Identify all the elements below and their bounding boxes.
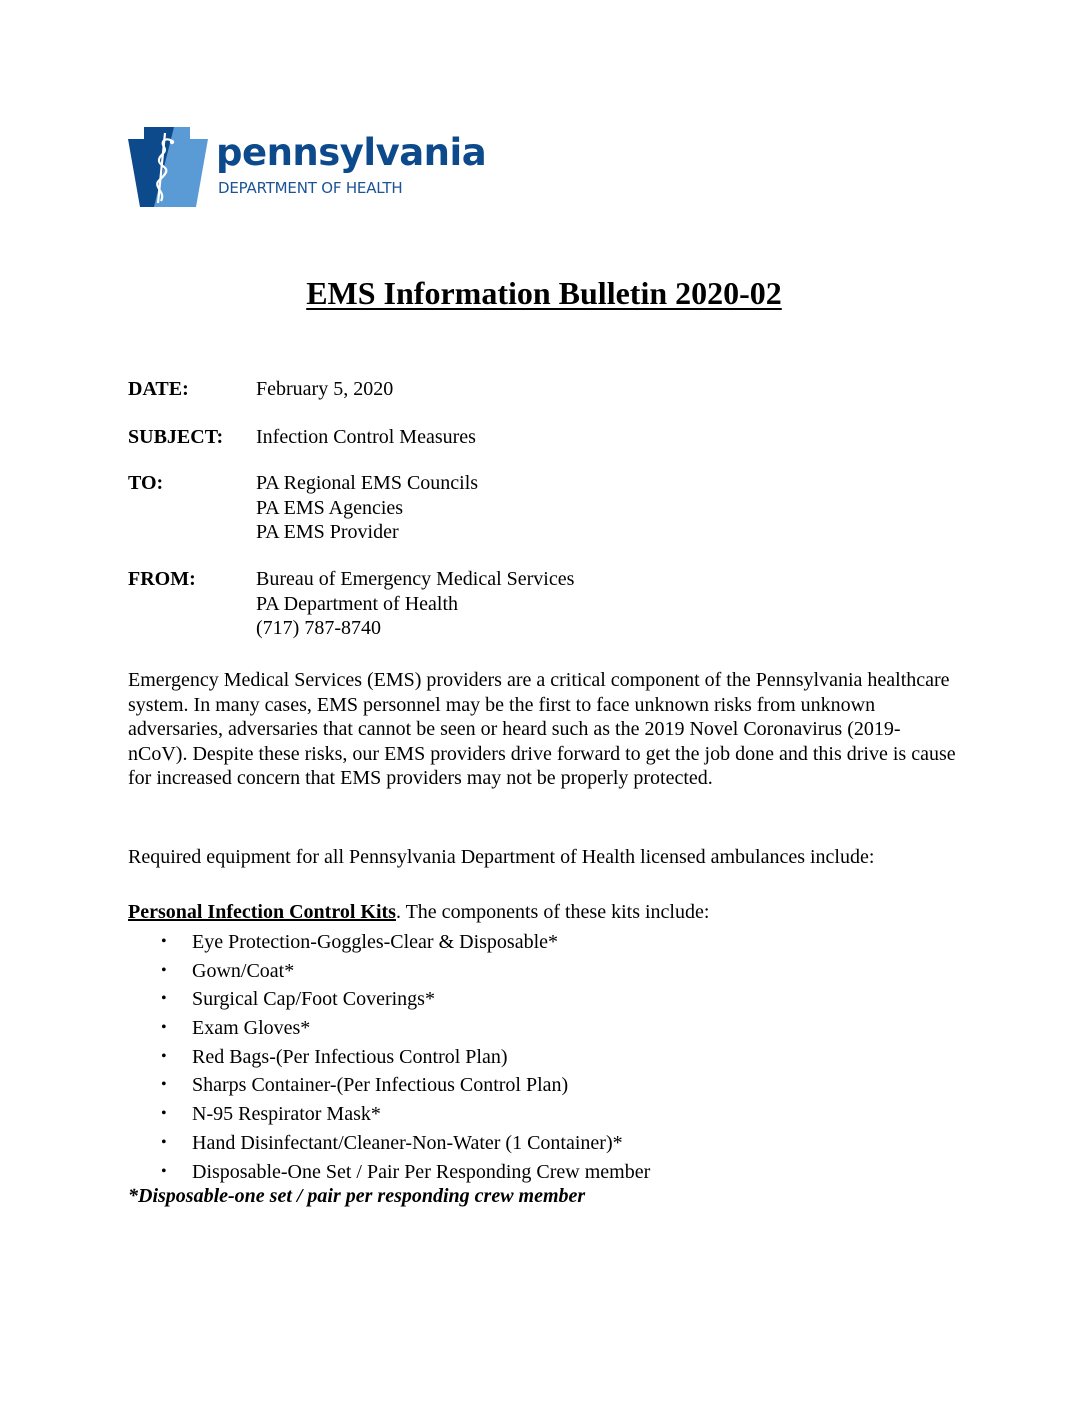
date-value: February 5, 2020 [256,378,394,400]
subject-value: Infection Control Measures [256,426,476,448]
kits-heading [128,900,709,924]
list-item: • Exam Gloves* [161,1017,311,1040]
pa-health-logo [128,127,487,209]
to-label: TO: [128,472,164,494]
list-item: • N-95 Respirator Mask* [161,1103,381,1126]
page-title: EMS Information Bulletin 2020-02 [306,275,782,311]
logo-wordmark: pennsylvania [216,131,487,174]
list-item: • Eye Protection-Goggles-Clear & Disposable* [161,931,559,953]
list-item: • Gown/Coat* [161,959,295,982]
from-value: (717) 787-8740 [256,617,381,639]
bullet-icon: • [161,1105,167,1123]
from-value: Bureau of Emergency Medical Services [256,568,575,590]
bullet-icon: • [161,1162,167,1180]
kits-heading-suffix: . The components of these kits include: [395,901,710,923]
to-value: PA EMS Agencies [256,496,404,519]
from-label: FROM: [128,568,196,590]
bullet-icon: • [161,1076,167,1094]
to-value: PA EMS Provider [256,521,399,543]
logo-department: DEPARTMENT OF HEALTH [218,179,403,197]
required-equipment-paragraph: Required equipment for all Pennsylvania Department of Health licensed ambulances include: [128,846,875,868]
bullet-icon: • [161,1019,167,1037]
disposable-footnote: *Disposable-one set / pair per responding crew member [128,1185,586,1207]
list-item: • Red Bags-(Per Infectious Control Plan) [161,1045,508,1068]
list-item: • Disposable-One Set / Pair Per Responding Crew member [161,1160,651,1183]
intro-paragraph: Emergency Medical Services (EMS) providers are a critical component of the Pennsylvania healthcare system. In many cases, EMS personnel may be the first to face unknown risks from unknown adversaries, adversaries that cannot be seen or heard such as the 2019 Novel Coronavirus (2019-nCoV). Despite these risks, our EMS providers drive forward to get the job done and this drive is cause for increased concern that EMS providers may not be properly protected. [128,669,956,789]
keystone-caduceus-icon [128,127,208,207]
list-item: • Hand Disinfectant/Cleaner-Non-Water (1 Container)* [161,1131,623,1154]
subject-label: SUBJECT: [128,426,224,448]
bullet-icon: • [161,961,167,979]
bullet-icon: • [161,990,167,1008]
kit-components-list [128,929,650,1187]
kits-heading-title: Personal Infection Control Kits [128,901,396,923]
bullet-icon: • [161,1133,167,1151]
bullet-icon: • [161,933,167,950]
from-value: PA Department of Health [256,592,459,615]
bullet-icon: • [161,1047,167,1065]
to-value: PA Regional EMS Councils [256,472,479,494]
date-label: DATE: [128,378,189,400]
list-item: • Sharps Container-(Per Infectious Control Plan) [161,1074,569,1097]
list-item: • Surgical Cap/Foot Coverings* [161,988,435,1011]
